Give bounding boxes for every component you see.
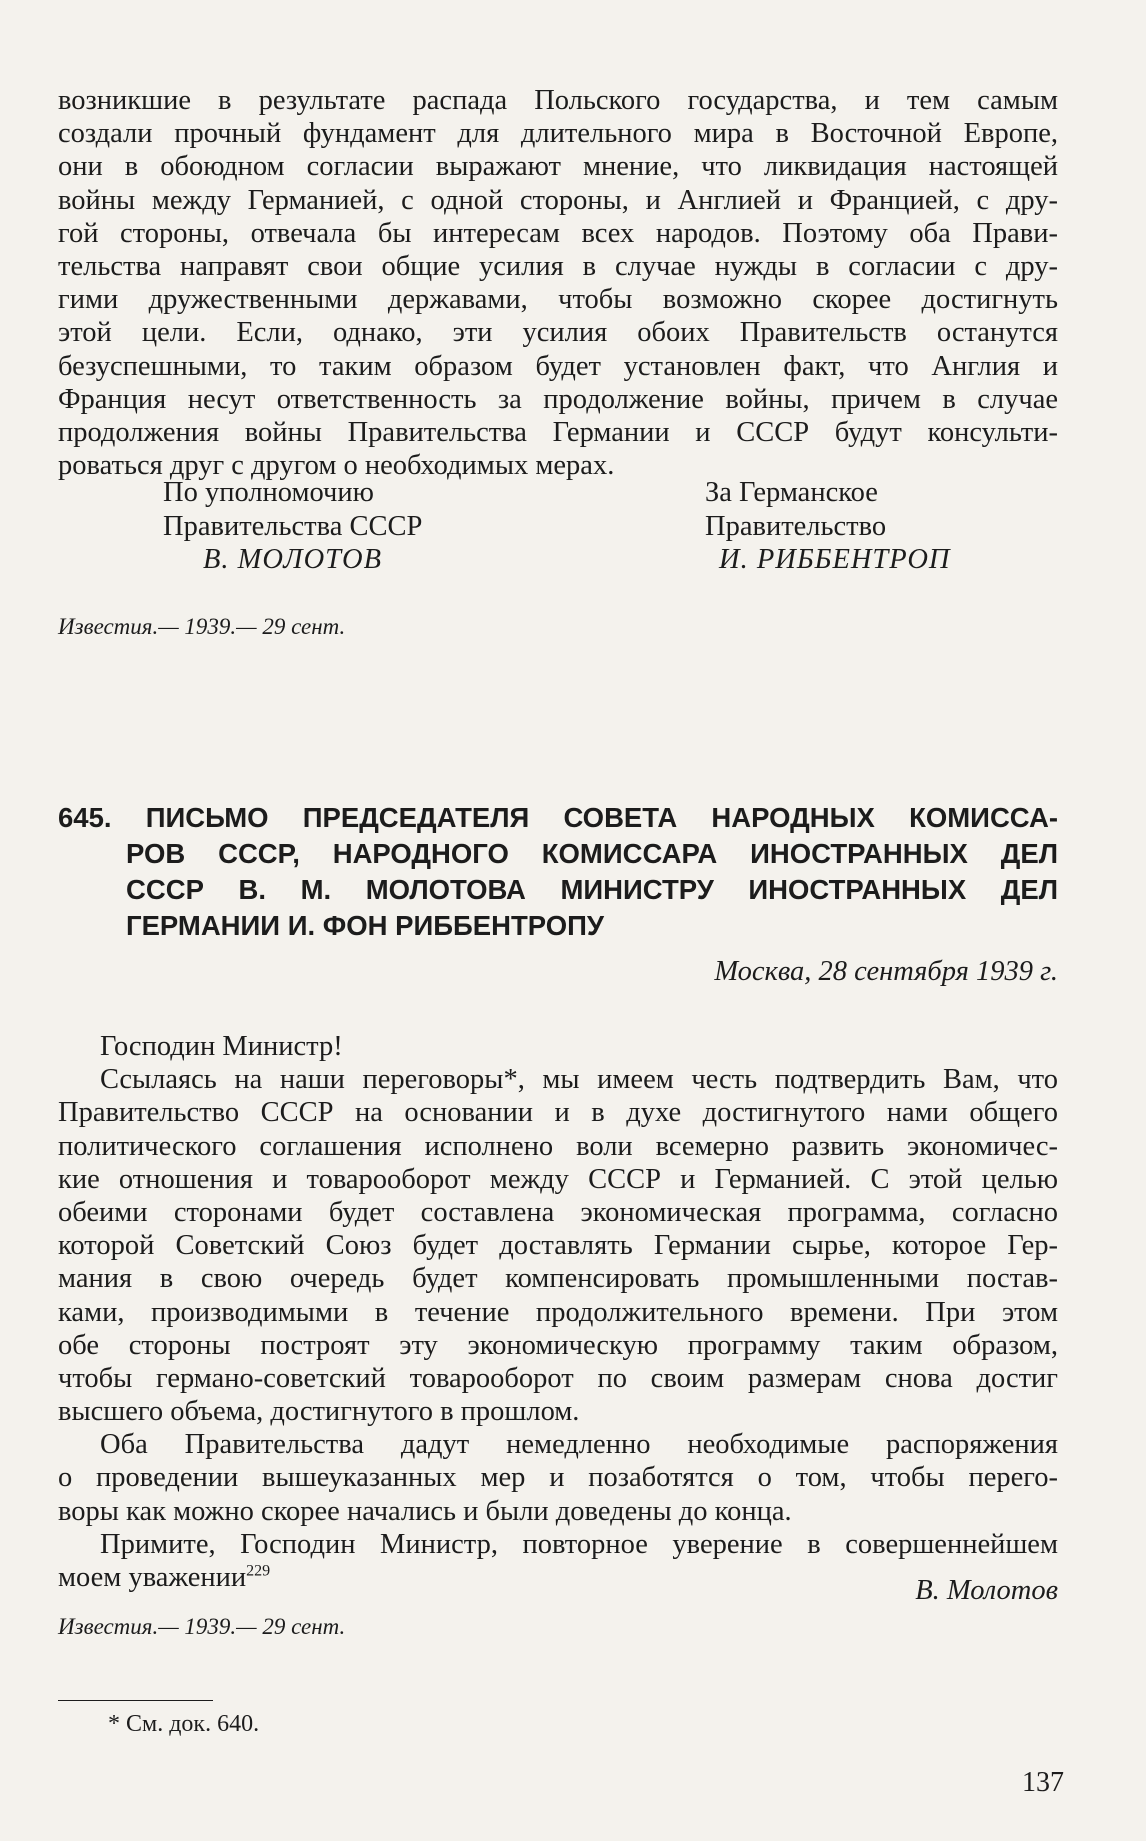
- source-citation: Известия.— 1939.— 29 сент.: [58, 1614, 346, 1639]
- paragraph-line: обе стороны построят эту экономическую программу таким образом,: [58, 1329, 1058, 1361]
- signature-role-line: По уполномочию: [163, 477, 374, 508]
- signature-name: В. МОЛОТОВ: [203, 544, 382, 575]
- paragraph-line: чтобы германо-советский товарооборот по своим размерам снова достиг: [58, 1362, 1058, 1394]
- footnote-separator: [58, 1700, 213, 1701]
- paragraph-line: ками, производимыми в течение продолжительного времени. При этом: [58, 1296, 1058, 1328]
- heading-line: РОВ СССР, НАРОДНОГО КОМИССАРА ИНОСТРАННЫХ ДЕЛ: [126, 838, 1058, 869]
- paragraph-line: этой цели. Если, однако, эти усилия обоих Правительств останутся: [58, 317, 1058, 349]
- paragraph-line: войны между Германией, с одной стороны, и Англией и Францией, с дру-: [58, 184, 1058, 216]
- paragraph-line: которой Советский Союз будет доставлять Германии сырье, которое Гер-: [58, 1230, 1058, 1262]
- source-citation: Известия.— 1939.— 29 сент.: [58, 614, 346, 639]
- paragraph-line: о проведении вышеуказанных мер и позаботятся о том, чтобы перего-: [58, 1462, 1058, 1494]
- paragraph-line: гими дружественными державами, чтобы возможно скорее достигнуть: [58, 284, 1058, 316]
- heading-line: 645. ПИСЬМО ПРЕДСЕДАТЕЛЯ СОВЕТА НАРОДНЫХ КОМИССА-: [58, 802, 1058, 833]
- signature-block-germany: [705, 476, 950, 577]
- heading-line: СССР В. М. МОЛОТОВА МИНИСТРУ ИНОСТРАННЫХ ДЕЛ: [126, 874, 1058, 905]
- paragraph-line: политического соглашения исполнено воли всемерно развить экономичес-: [58, 1130, 1058, 1162]
- paragraph-line: безуспешными, то таким образом будет установлен факт, что Англия и: [58, 350, 1058, 382]
- paragraph-line: они в обоюдном согласии выражают мнение, что ликвидация настоящей: [58, 151, 1058, 183]
- paragraph-line: мания в свою очередь будет компенсировать промышленными постав-: [58, 1263, 1058, 1295]
- closing-signature: В. Молотов: [915, 1575, 1058, 1606]
- paragraph-line: создали прочный фундамент для длительного мира в Восточной Европе,: [58, 118, 1058, 150]
- page-number: 137: [1022, 1767, 1064, 1798]
- signature-role-line: За Германское: [705, 477, 878, 508]
- paragraph-text: моем уважении: [58, 1562, 247, 1593]
- document-heading: [58, 800, 1058, 944]
- paragraph-line: Франция несут ответственность за продолжение войны, причем в случае: [58, 383, 1058, 415]
- place-date: Москва, 28 сентября 1939 г.: [714, 956, 1058, 987]
- top-paragraph: [58, 84, 1058, 482]
- paragraph-line: Примите, Господин Министр, повторное уверение в совершеннейшем: [100, 1528, 1058, 1560]
- signature-block-ussr: [163, 476, 422, 577]
- paragraph-line: высшего объема, достигнутого в прошлом.: [58, 1396, 580, 1428]
- paragraph-line: [58, 1561, 1058, 1594]
- signature-role-line: Правительства СССР: [163, 510, 423, 542]
- paragraph-line: кие отношения и товарооборот между СССР и Германией. С этой целью: [58, 1163, 1058, 1195]
- footnote: * См. док. 640.: [108, 1711, 260, 1737]
- paragraph-line: Правительство СССР на основании и в духе достигнутого нами общего: [58, 1097, 1058, 1129]
- paragraph-line: обеими сторонами будет составлена экономическая программа, согласно: [58, 1196, 1058, 1228]
- paragraph-line: Ссылаясь на наши переговоры*, мы имеем честь подтвердить Вам, что: [100, 1064, 1058, 1096]
- paragraph-line: Оба Правительства дадут немедленно необходимые распоряжения: [100, 1429, 1058, 1461]
- paragraph-line: роваться друг с другом о необходимых мерах.: [58, 450, 615, 482]
- heading-line: ГЕРМАНИИ И. ФОН РИББЕНТРОПУ: [126, 910, 605, 941]
- paragraph-line: тельства направят свои общие усилия в случае нужды в согласии с дру-: [58, 250, 1058, 282]
- endnote-reference: 229: [246, 1562, 271, 1580]
- letter-body: [58, 1030, 1058, 1594]
- signature-role-line: Правительство: [705, 510, 887, 542]
- signature-name: И. РИББЕНТРОП: [719, 544, 951, 575]
- salutation: Господин Министр!: [100, 1031, 343, 1062]
- paragraph-line: гой стороны, отвечала бы интересам всех народов. Поэтому оба Прави-: [58, 217, 1058, 249]
- paragraph-line: продолжения войны Правительства Германии и СССР будут консульти-: [58, 416, 1058, 448]
- paragraph-line: возникшие в результате распада Польского государства, и тем самым: [58, 85, 1058, 116]
- paragraph-line: воры как можно скорее начались и были доведены до конца.: [58, 1495, 792, 1527]
